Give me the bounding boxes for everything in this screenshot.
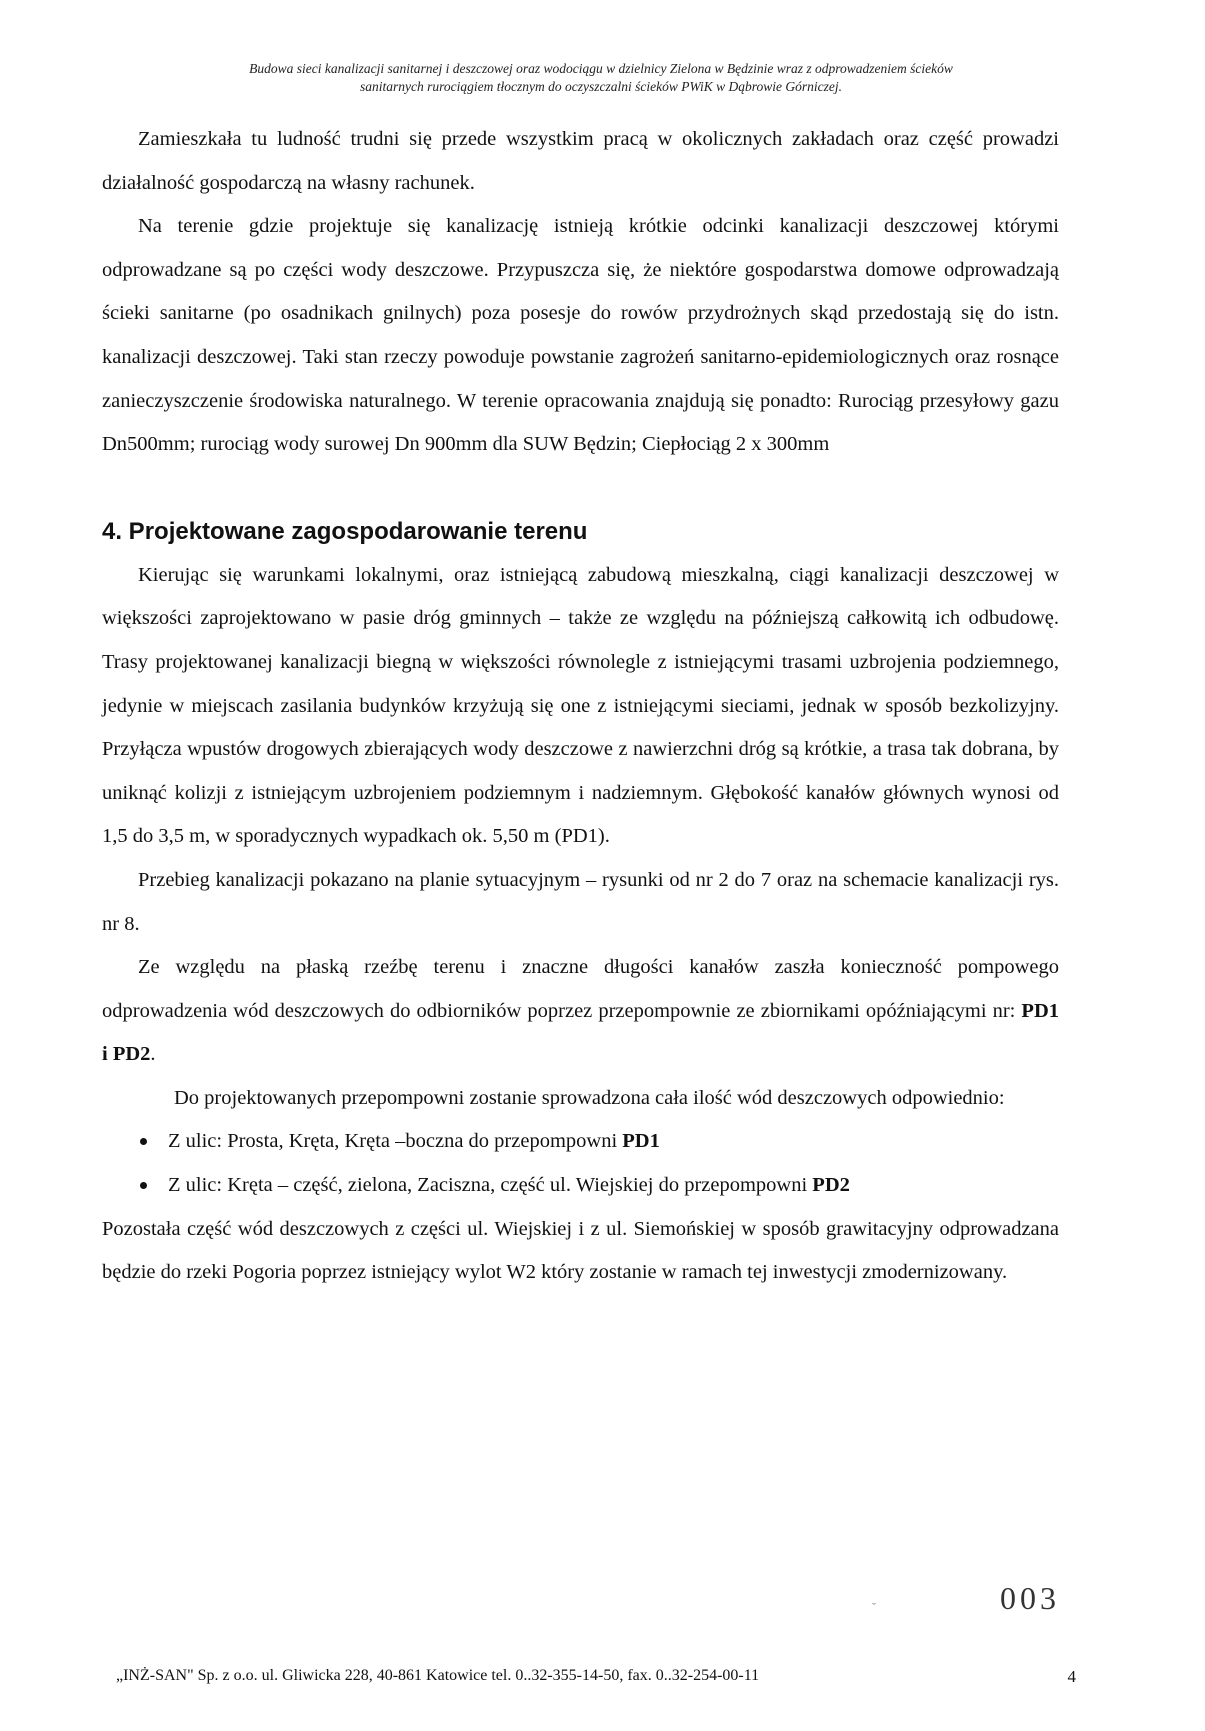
paragraph-collection: Do projektowanych przepompowni zostanie sprowadzona cała ilość wód deszczowych odpowiednio: — [174, 1086, 1005, 1109]
streets-list — [102, 1120, 1059, 1207]
page-stamp: 003 — [1000, 1580, 1060, 1616]
paragraph-design-routes: Kierując się warunkami lokalnymi, oraz istniejącą zabudową mieszkalną, ciągi kanalizacji deszczowej w większości zaprojektowano w pasie dróg gminnych – także ze względu na późniejszą całkowitą ich odbudowę. Trasy projektowanej kanalizacji biegną w większości równolegle z istniejącymi trasami uzbrojenia podziemnego, jedynie w miejscach zasilania budynków krzyżują się one z istniejącymi sieciami, jednak w sposób bezkolizyjny. Przyłącza wpustów drogowych zbierających wody deszczowe z nawierzchni dróg są krótkie, a trasa tak dobrana, by uniknąć kolizji z istniejącym uzbrojeniem podziemnym i nadziemnym. Głębokość kanałów głównych wynosi od 1,5 do 3,5 m, w sporadycznych wypadkach ok. 5,50 m (PD1). — [102, 563, 1059, 848]
bullet-icon — [140, 1182, 147, 1189]
pumping-text: Ze względu na płaską rzeźbę terenu i znaczne długości kanałów zaszła konieczność pompowego odprowadzenia wód deszczowych do odbiorników poprzez przepompownie ze zbiornikami opóźniającymi nr: — [102, 956, 1059, 1022]
list-item-text: Z ulic: Kręta – część, zielona, Zaciszna, część ul. Wiejskiej do przepompowni — [168, 1174, 813, 1197]
pumping-text-end: . — [150, 1043, 156, 1066]
section-heading: 4. Projektowane zagospodarowanie terenu — [102, 517, 588, 545]
paragraph-pumping — [102, 946, 1059, 1077]
list-item — [102, 1164, 1059, 1208]
footer-company: „INŻ-SAN" Sp. z o.o. ul. Gliwicka 228, 40-861 Katowice tel. 0..32-355-14-50, fax. 0..32-254-00-11 — [116, 1667, 760, 1684]
list-item-text: Z ulic: Prosta, Kręta, Kręta –boczna do przepompowni — [168, 1130, 623, 1153]
page-number: 4 — [1067, 1667, 1076, 1686]
page-footer — [116, 1667, 1076, 1685]
header-line-1: Budowa sieci kanalizacji sanitarnej i deszczowej oraz wodociągu w dzielnicy Zielona w Będzinie wraz z odprowadzeniem ścieków — [249, 61, 953, 76]
paragraph-existing-drainage: Na terenie gdzie projektuje się kanalizację istnieją krótkie odcinki kanalizacji deszczowej którymi odprowadzane są po części wody deszczowe. Przypuszcza się, że niektóre gospodarstwa domowe odprowadzają ścieki sanitarne (po osadnikach gnilnych) poza posesje do rowów przydrożnych skąd przedostają się do istn. kanalizacji deszczowej. Taki stan rzeczy powoduje powstanie zagrożeń sanitarno-epidemiologicznych oraz rosnące zanieczyszczenie środowiska naturalnego. W terenie opracowania znajdują się ponadto: Rurociąg przesyłowy gazu Dn500mm; rurociąg wody surowej Dn 900mm dla SUW Będzin; Ciepłociąg 2 x 300mm — [102, 215, 1059, 456]
header-line-2: sanitarnych rurociągiem tłocznym do oczyszczalni ścieków PWiK w Dąbrowie Górniczej. — [360, 79, 842, 94]
paragraph-gravity-outlet: Pozostała część wód deszczowych z części ul. Wiejskiej i z ul. Siemońskiej w sposób grawitacyjny odprowadzana będzie do rzeki Pogoria poprzez istniejący wylot W2 który zostanie w ramach tej inwestycji zmodernizowany. — [102, 1217, 1059, 1284]
list-item — [102, 1120, 1059, 1164]
document-body — [102, 118, 1059, 1295]
list-item-bold: PD1 — [622, 1130, 660, 1153]
paragraph-plan-reference: Przebieg kanalizacji pokazano na planie sytuacyjnym – rysunki od nr 2 do 7 oraz na schemacie kanalizacji rys. nr 8. — [102, 868, 1059, 935]
scan-artifact: ˘ — [872, 1600, 876, 1614]
list-item-bold: PD2 — [812, 1174, 850, 1197]
pumping-stations-bold: PD1 i PD2 — [102, 999, 1059, 1066]
running-header — [96, 60, 1106, 96]
paragraph-residents: Zamieszkała tu ludność trudni się przede wszystkim pracą w okolicznych zakładach oraz część prowadzi działalność gospodarczą na własny rachunek. — [102, 128, 1059, 194]
